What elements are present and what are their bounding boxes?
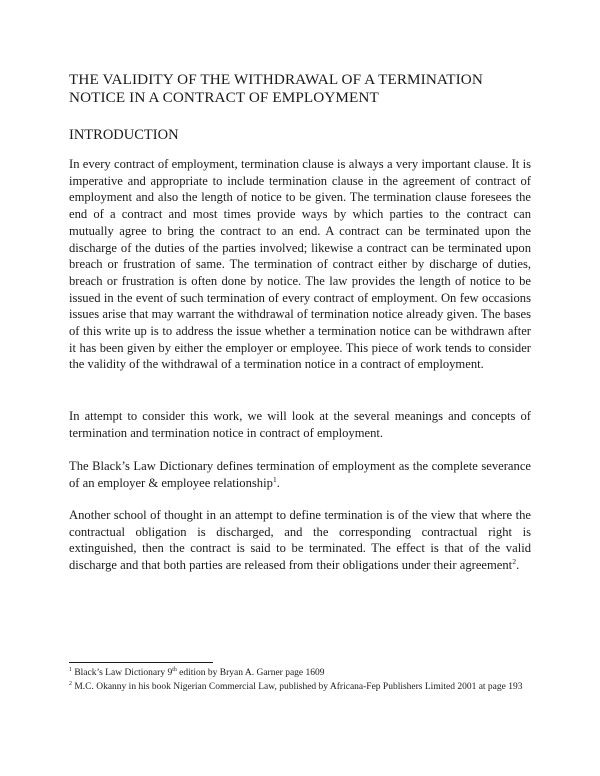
footnote-text: M.C. Okanny in his book Nigerian Commercial Law, published by Africana-Fep Publishers Limited 2001 at page 193 xyxy=(71,682,523,692)
footnote-number: 2 xyxy=(69,680,72,687)
footnote-text: Black’s Law Dictionary 9 xyxy=(71,668,173,678)
paragraph-text: Another school of thought in an attempt to define termination is of the view that where the contractual obligation is discharged, and the corresponding contractual right is extinguished, then the contract is said to be terminated. The effect is that of the valid discharge and that both parties are released from their obligations under their agreement xyxy=(69,508,531,573)
footnote-text-end: edition by Bryan A. Garner page 1609 xyxy=(176,668,325,678)
footnote-reference-2[interactable]: 2 xyxy=(512,556,517,566)
footnote-reference-1[interactable]: 1 xyxy=(272,474,277,484)
paragraph-blacks-definition xyxy=(69,458,531,491)
document-title: THE VALIDITY OF THE WITHDRAWAL OF A TERMINATION NOTICE IN A CONTRACT OF EMPLOYMENT xyxy=(69,71,483,106)
footnote-superscript: th xyxy=(172,666,177,673)
paragraph-end: . xyxy=(516,558,520,573)
section-heading-introduction: INTRODUCTION xyxy=(69,127,179,143)
paragraph-termination-clause: In every contract of employment, termination clause is always a very important clause. It is imperative and appropriate to include termination clause in the agreement of contract of employment and also the length of notice to be given. The termination clause foresees the end of a contract and most times provide ways by which parties to the contract can mutually agree to bring the contract to an end. A contract can be terminated upon the discharge of the duties of the parties involved; likewise a contract can be terminated upon breach or frustration of same. The termination of contract either by discharge of duties, breach or frustration is often done by notice. The law provides the length of notice to be issued in the event of such termination of every contract of employment. On few occasions issues arise that may warrant the withdrawal of termination notice already given. The bases of this write up is to address the issue whether a termination notice can be withdrawn after it has been given by either the employer or employee. This piece of work tends to consider the validity of the withdrawal of a termination notice in a contract of employment. xyxy=(69,157,531,372)
footnote-divider xyxy=(69,662,213,663)
footnote-number: 1 xyxy=(69,666,72,673)
paragraph-school-of-thought xyxy=(69,507,531,574)
footnote-1 xyxy=(69,667,539,680)
footnote-2 xyxy=(69,681,539,694)
paragraph-end: . xyxy=(276,475,280,490)
paragraph-text: The Black’s Law Dictionary defines termination of employment as the complete severance of an employer & employee relationship xyxy=(69,459,531,490)
paragraph-meanings-concepts: In attempt to consider this work, we will look at the several meanings and concepts of termination and termination notice in contract of employment. xyxy=(69,409,531,440)
